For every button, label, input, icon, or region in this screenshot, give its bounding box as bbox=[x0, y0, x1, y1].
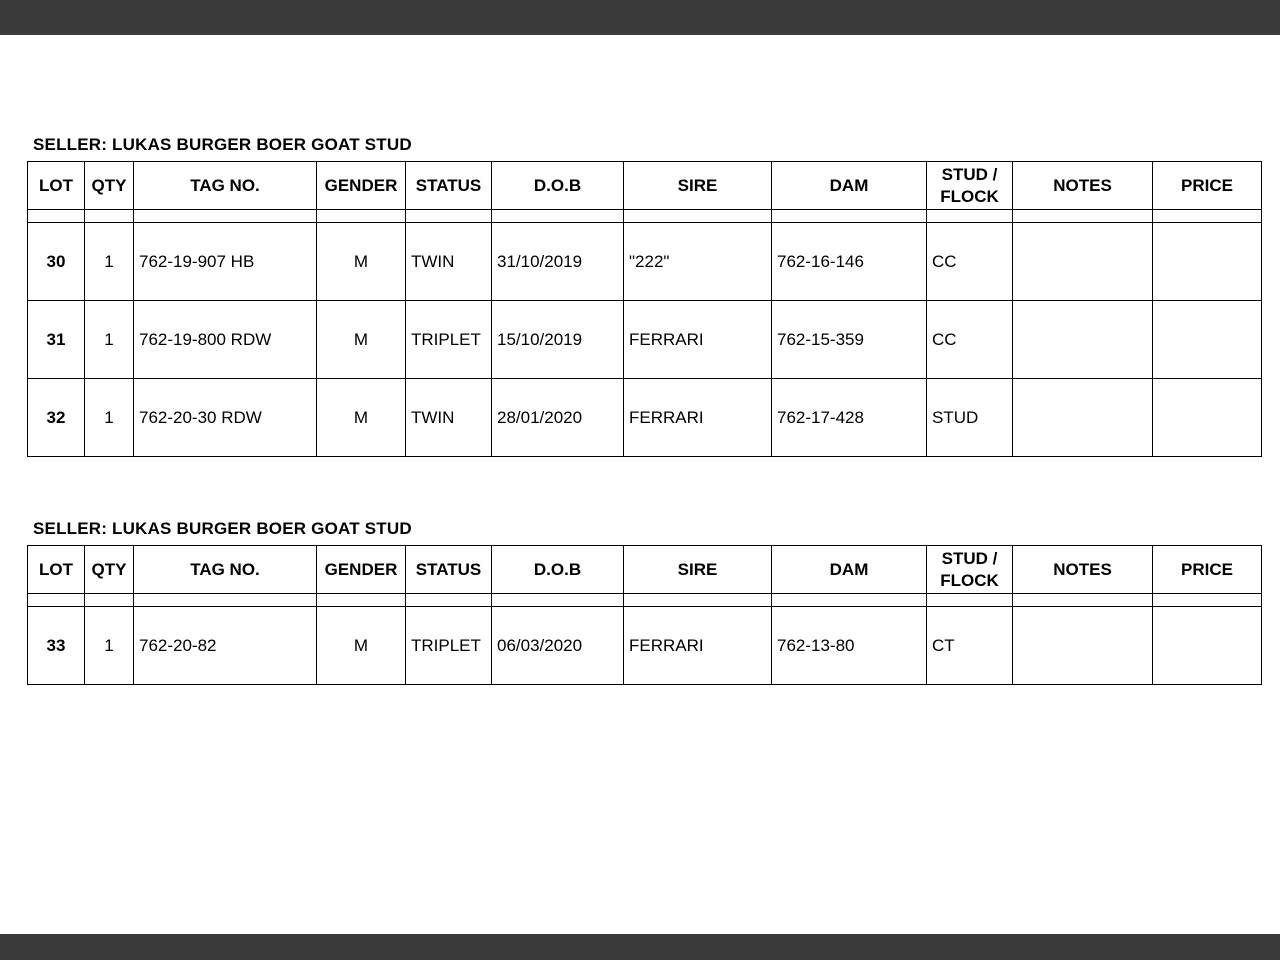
cell-lot: 33 bbox=[28, 607, 85, 685]
top-bar bbox=[0, 0, 1280, 35]
header-cell-sire: SIRE bbox=[624, 162, 772, 210]
document-page bbox=[0, 35, 1280, 685]
spacer-cell bbox=[28, 594, 85, 607]
spacer-row bbox=[28, 210, 1262, 223]
cell-tag-no: 762-19-907 HB bbox=[134, 223, 317, 301]
cell-gender: M bbox=[317, 223, 406, 301]
cell-sire: FERRARI bbox=[624, 379, 772, 457]
spacer-cell bbox=[1013, 210, 1153, 223]
header-cell-dam: DAM bbox=[772, 162, 927, 210]
header-cell-tag-no: TAG NO. bbox=[134, 162, 317, 210]
header-cell-status: STATUS bbox=[406, 162, 492, 210]
cell-gender: M bbox=[317, 301, 406, 379]
catalog-section-1 bbox=[0, 135, 1280, 457]
header-cell-price: PRICE bbox=[1153, 546, 1262, 594]
cell-qty: 1 bbox=[85, 223, 134, 301]
cell-lot: 31 bbox=[28, 301, 85, 379]
seller-heading: SELLER: LUKAS BURGER BOER GOAT STUD bbox=[33, 519, 412, 538]
cell-dob: 15/10/2019 bbox=[492, 301, 624, 379]
header-cell-notes: NOTES bbox=[1013, 546, 1153, 594]
cell-qty: 1 bbox=[85, 301, 134, 379]
header-cell-dob: D.O.B bbox=[492, 162, 624, 210]
spacer-cell bbox=[28, 210, 85, 223]
cell-dam: 762-16-146 bbox=[772, 223, 927, 301]
cell-price bbox=[1153, 301, 1262, 379]
spacer-cell bbox=[85, 210, 134, 223]
spacer-cell bbox=[1013, 594, 1153, 607]
header-cell-lot: LOT bbox=[28, 162, 85, 210]
spacer-cell bbox=[1153, 210, 1262, 223]
header-cell-dob: D.O.B bbox=[492, 546, 624, 594]
header-cell-qty: QTY bbox=[85, 162, 134, 210]
cell-dam: 762-17-428 bbox=[772, 379, 927, 457]
cell-dob: 28/01/2020 bbox=[492, 379, 624, 457]
cell-qty: 1 bbox=[85, 607, 134, 685]
header-cell-dam: DAM bbox=[772, 546, 927, 594]
header-cell-gender: GENDER bbox=[317, 162, 406, 210]
table-row bbox=[28, 379, 1262, 457]
table-header-row bbox=[28, 162, 1262, 210]
spacer-cell bbox=[772, 210, 927, 223]
header-cell-qty: QTY bbox=[85, 546, 134, 594]
cell-stud-flock: CC bbox=[927, 301, 1013, 379]
spacer-cell bbox=[624, 210, 772, 223]
table-row bbox=[28, 607, 1262, 685]
cell-lot: 30 bbox=[28, 223, 85, 301]
cell-lot: 32 bbox=[28, 379, 85, 457]
cell-notes bbox=[1013, 301, 1153, 379]
header-cell-stud-flock: STUD / FLOCK bbox=[927, 162, 1013, 210]
spacer-cell bbox=[406, 594, 492, 607]
header-cell-stud-flock: STUD / FLOCK bbox=[927, 546, 1013, 594]
table-row bbox=[28, 223, 1262, 301]
spacer-cell bbox=[317, 210, 406, 223]
cell-dob: 06/03/2020 bbox=[492, 607, 624, 685]
cell-dam: 762-13-80 bbox=[772, 607, 927, 685]
spacer-cell bbox=[772, 594, 927, 607]
cell-dam: 762-15-359 bbox=[772, 301, 927, 379]
spacer-cell bbox=[85, 594, 134, 607]
cell-gender: M bbox=[317, 607, 406, 685]
table-row bbox=[28, 301, 1262, 379]
header-cell-gender: GENDER bbox=[317, 546, 406, 594]
cell-stud-flock: CC bbox=[927, 223, 1013, 301]
header-cell-price: PRICE bbox=[1153, 162, 1262, 210]
spacer-cell bbox=[927, 594, 1013, 607]
header-cell-lot: LOT bbox=[28, 546, 85, 594]
spacer-cell bbox=[492, 210, 624, 223]
spacer-cell bbox=[134, 594, 317, 607]
spacer-cell bbox=[624, 594, 772, 607]
cell-dob: 31/10/2019 bbox=[492, 223, 624, 301]
cell-price bbox=[1153, 223, 1262, 301]
cell-sire: FERRARI bbox=[624, 607, 772, 685]
seller-heading: SELLER: LUKAS BURGER BOER GOAT STUD bbox=[33, 135, 412, 154]
cell-sire: "222" bbox=[624, 223, 772, 301]
cell-stud-flock: CT bbox=[927, 607, 1013, 685]
table-header-row bbox=[28, 546, 1262, 594]
spacer-cell bbox=[927, 210, 1013, 223]
catalog-section-2 bbox=[0, 519, 1280, 685]
catalog-table bbox=[27, 161, 1262, 457]
cell-qty: 1 bbox=[85, 379, 134, 457]
spacer-cell bbox=[1153, 594, 1262, 607]
spacer-row bbox=[28, 594, 1262, 607]
header-cell-notes: NOTES bbox=[1013, 162, 1153, 210]
catalog-table bbox=[27, 545, 1262, 685]
cell-status: TRIPLET bbox=[406, 301, 492, 379]
cell-sire: FERRARI bbox=[624, 301, 772, 379]
cell-tag-no: 762-20-82 bbox=[134, 607, 317, 685]
cell-tag-no: 762-19-800 RDW bbox=[134, 301, 317, 379]
spacer-cell bbox=[317, 594, 406, 607]
spacer-cell bbox=[134, 210, 317, 223]
cell-status: TRIPLET bbox=[406, 607, 492, 685]
cell-status: TWIN bbox=[406, 379, 492, 457]
cell-notes bbox=[1013, 379, 1153, 457]
spacer-cell bbox=[492, 594, 624, 607]
spacer-cell bbox=[406, 210, 492, 223]
header-cell-tag-no: TAG NO. bbox=[134, 546, 317, 594]
cell-tag-no: 762-20-30 RDW bbox=[134, 379, 317, 457]
bottom-bar bbox=[0, 934, 1280, 960]
cell-gender: M bbox=[317, 379, 406, 457]
cell-price bbox=[1153, 379, 1262, 457]
cell-status: TWIN bbox=[406, 223, 492, 301]
cell-price bbox=[1153, 607, 1262, 685]
cell-stud-flock: STUD bbox=[927, 379, 1013, 457]
header-cell-status: STATUS bbox=[406, 546, 492, 594]
cell-notes bbox=[1013, 223, 1153, 301]
cell-notes bbox=[1013, 607, 1153, 685]
header-cell-sire: SIRE bbox=[624, 546, 772, 594]
